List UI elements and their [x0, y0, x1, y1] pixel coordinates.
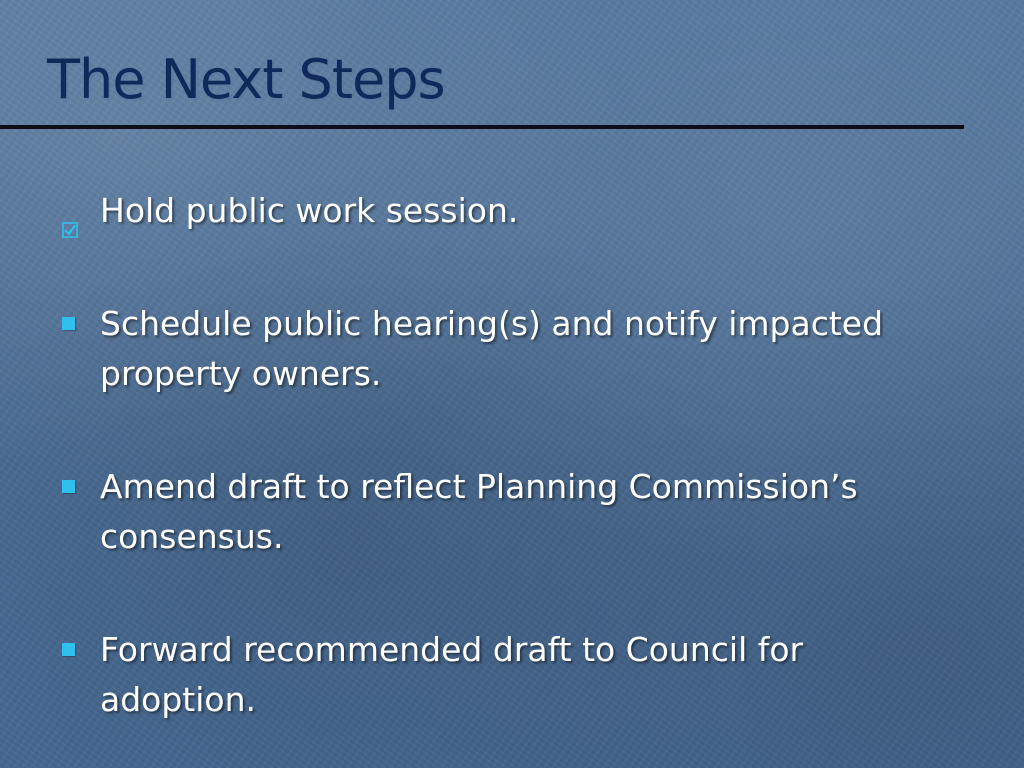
- bullet-item: [62, 299, 952, 399]
- bullet-text: Forward recommended draft to Council for adoption.: [100, 630, 804, 719]
- bullet-list: [62, 186, 952, 725]
- square-bullet-icon: [62, 643, 75, 656]
- square-bullet-icon: [62, 480, 75, 493]
- bullet-text: Schedule public hearing(s) and notify impacted property owners.: [100, 304, 884, 393]
- checkbox-checked-icon: [62, 202, 78, 218]
- square-bullet-icon: [62, 317, 75, 330]
- slide-title: The Next Steps: [47, 48, 445, 111]
- bullet-text: Hold public work session.: [100, 191, 519, 230]
- title-divider: [0, 125, 964, 129]
- bullet-item: [62, 625, 952, 725]
- bullet-item: [62, 186, 952, 236]
- bullet-text: Amend draft to reflect Planning Commission’s consensus.: [100, 467, 858, 556]
- bullet-item: [62, 462, 952, 562]
